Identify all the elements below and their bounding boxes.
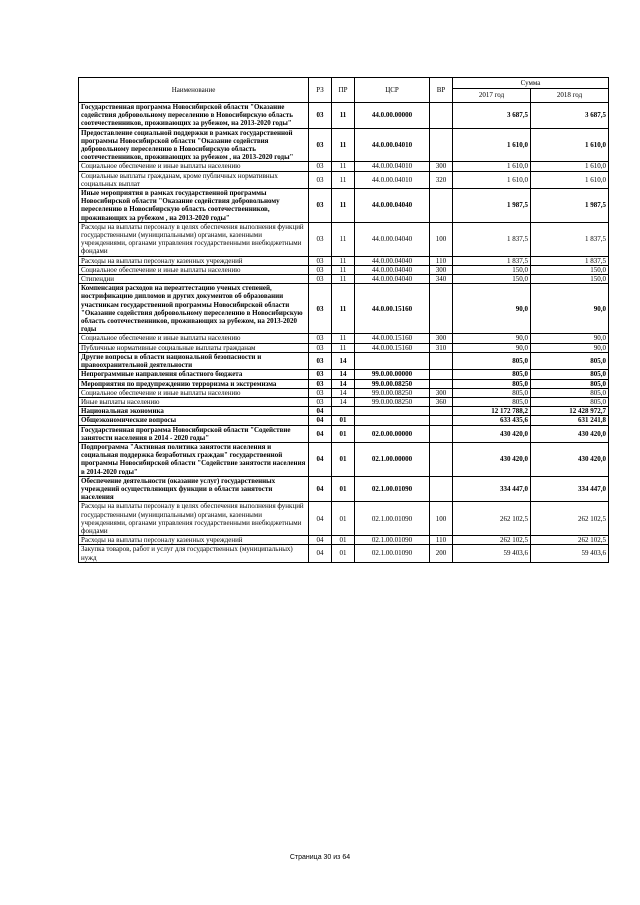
- table-row: [79, 343, 609, 352]
- cell-rz: 03: [309, 284, 332, 334]
- cell-2018: 90,0: [531, 343, 609, 352]
- cell-pr: 01: [332, 425, 355, 442]
- cell-2018: 334 447,0: [531, 476, 609, 502]
- header-pr: ПР: [332, 78, 355, 103]
- cell-2017: 430 420,0: [453, 425, 531, 442]
- cell-csr: [355, 416, 430, 425]
- table-row: [79, 334, 609, 343]
- table-body: [79, 103, 609, 563]
- cell-csr: 02.0.00.00000: [355, 425, 430, 442]
- cell-vr: [430, 476, 453, 502]
- cell-csr: 44.0.00.04040: [355, 256, 430, 265]
- cell-2017: 805,0: [453, 379, 531, 388]
- cell-name: Другие вопросы в области национальной безопасности и правоохранительной деятельности: [79, 352, 309, 369]
- cell-vr: [430, 352, 453, 369]
- cell-pr: 01: [332, 476, 355, 502]
- cell-pr: 01: [332, 502, 355, 536]
- cell-csr: 44.0.00.04010: [355, 128, 430, 162]
- cell-vr: [430, 284, 453, 334]
- cell-pr: 11: [332, 162, 355, 171]
- cell-name: Компенсация расходов на переаттестацию ученых степеней, нострификацию дипломов и других документов об образовании участникам государственной программы Новосибирской области "Оказание содействия добровольному переселению в Новосибирскую область соотечественников, проживающих за рубежом, на 2013-2020 годы: [79, 284, 309, 334]
- cell-csr: 44.0.00.15160: [355, 334, 430, 343]
- cell-csr: 02.1.00.01090: [355, 502, 430, 536]
- cell-csr: 99.0.00.08250: [355, 379, 430, 388]
- cell-pr: 14: [332, 397, 355, 406]
- cell-2018: 430 420,0: [531, 442, 609, 476]
- cell-rz: 04: [309, 442, 332, 476]
- cell-pr: 14: [332, 352, 355, 369]
- cell-name: Социальное обеспечение и иные выплаты населению: [79, 388, 309, 397]
- cell-2018: 262 102,5: [531, 502, 609, 536]
- cell-csr: 99.0.00.08250: [355, 388, 430, 397]
- table-row: [79, 397, 609, 406]
- cell-2018: 1 610,0: [531, 171, 609, 188]
- cell-vr: [430, 416, 453, 425]
- cell-rz: 03: [309, 189, 332, 223]
- cell-name: Государственная программа Новосибирской области "Содействие занятости населения в 2014 - 2020 годы": [79, 425, 309, 442]
- cell-pr: 11: [332, 222, 355, 256]
- cell-vr: 100: [430, 502, 453, 536]
- header-rz: РЗ: [309, 78, 332, 103]
- cell-pr: 11: [332, 171, 355, 188]
- cell-rz: 04: [309, 536, 332, 545]
- cell-vr: [430, 370, 453, 379]
- cell-name: Национальная экономика: [79, 407, 309, 416]
- cell-2017: 262 102,5: [453, 536, 531, 545]
- cell-csr: 02.1.00.00000: [355, 442, 430, 476]
- cell-2017: 90,0: [453, 284, 531, 334]
- cell-name: Социальные выплаты гражданам, кроме публичных нормативных социальных выплат: [79, 171, 309, 188]
- cell-vr: [430, 379, 453, 388]
- cell-pr: 14: [332, 370, 355, 379]
- table-row: [79, 222, 609, 256]
- cell-csr: 44.0.00.04040: [355, 222, 430, 256]
- cell-rz: 04: [309, 407, 332, 416]
- cell-vr: 200: [430, 545, 453, 562]
- cell-name: Государственная программа Новосибирской области "Оказание содействия добровольному переселению в Новосибирскую область соотечественников, проживающих за рубежом, на 2013-2020 годы": [79, 103, 309, 129]
- cell-2018: 805,0: [531, 352, 609, 369]
- header-csr: ЦСР: [355, 78, 430, 103]
- table-row: [79, 370, 609, 379]
- cell-rz: 03: [309, 379, 332, 388]
- cell-2017: 1 837,5: [453, 222, 531, 256]
- table-row: [79, 256, 609, 265]
- cell-pr: 11: [332, 189, 355, 223]
- cell-2017: 633 435,6: [453, 416, 531, 425]
- cell-vr: 110: [430, 536, 453, 545]
- table-row: [79, 407, 609, 416]
- cell-2018: 430 420,0: [531, 425, 609, 442]
- cell-csr: 44.0.00.04040: [355, 275, 430, 284]
- table-row: [79, 442, 609, 476]
- cell-rz: 03: [309, 334, 332, 343]
- cell-pr: 14: [332, 388, 355, 397]
- table-row: [79, 536, 609, 545]
- cell-name: Социальное обеспечение и иные выплаты населению: [79, 334, 309, 343]
- cell-csr: 44.0.00.04040: [355, 189, 430, 223]
- cell-2017: 334 447,0: [453, 476, 531, 502]
- cell-name: Публичные нормативные социальные выплаты гражданам: [79, 343, 309, 352]
- table-row: [79, 425, 609, 442]
- table-row: [79, 352, 609, 369]
- table-row: [79, 388, 609, 397]
- cell-csr: 44.0.00.15160: [355, 284, 430, 334]
- table-row: [79, 275, 609, 284]
- cell-vr: [430, 407, 453, 416]
- cell-rz: 03: [309, 162, 332, 171]
- cell-vr: 300: [430, 388, 453, 397]
- cell-name: Общеэкономические вопросы: [79, 416, 309, 425]
- table-row: [79, 162, 609, 171]
- cell-pr: 11: [332, 284, 355, 334]
- cell-rz: 03: [309, 222, 332, 256]
- cell-vr: [430, 442, 453, 476]
- cell-rz: 03: [309, 343, 332, 352]
- header-year-2017: 2017 год: [453, 89, 531, 103]
- cell-pr: 11: [332, 265, 355, 274]
- cell-vr: 300: [430, 162, 453, 171]
- cell-rz: 03: [309, 370, 332, 379]
- cell-csr: 44.0.00.04040: [355, 265, 430, 274]
- cell-2017: 150,0: [453, 265, 531, 274]
- cell-name: Иные выплаты населению: [79, 397, 309, 406]
- cell-vr: 340: [430, 275, 453, 284]
- cell-2018: 1 610,0: [531, 128, 609, 162]
- cell-vr: [430, 128, 453, 162]
- cell-vr: 320: [430, 171, 453, 188]
- cell-2017: 1 610,0: [453, 128, 531, 162]
- page-number: Страница 30 из 64: [289, 854, 351, 861]
- cell-name: Расходы на выплаты персоналу в целях обеспечения выполнения функций государственными (муниципальными) органами, казенными учреждениями, органами управления государственными внебюджетными фондами: [79, 502, 309, 536]
- cell-vr: [430, 103, 453, 129]
- cell-rz: 03: [309, 275, 332, 284]
- cell-2017: 430 420,0: [453, 442, 531, 476]
- cell-csr: 44.0.00.00000: [355, 103, 430, 129]
- cell-2017: 150,0: [453, 275, 531, 284]
- cell-rz: 03: [309, 388, 332, 397]
- table-row: [79, 502, 609, 536]
- table-row: [79, 284, 609, 334]
- cell-2017: 59 403,6: [453, 545, 531, 562]
- cell-vr: [430, 189, 453, 223]
- cell-2017: 12 172 788,2: [453, 407, 531, 416]
- table-row: [79, 379, 609, 388]
- cell-2018: 805,0: [531, 397, 609, 406]
- cell-vr: 300: [430, 334, 453, 343]
- cell-2018: 1 837,5: [531, 222, 609, 256]
- cell-2018: 805,0: [531, 370, 609, 379]
- cell-pr: 11: [332, 103, 355, 129]
- cell-2018: 1 837,5: [531, 256, 609, 265]
- cell-2018: 1 987,5: [531, 189, 609, 223]
- cell-pr: 01: [332, 442, 355, 476]
- cell-vr: 100: [430, 222, 453, 256]
- cell-rz: 04: [309, 476, 332, 502]
- budget-table: [78, 77, 609, 563]
- cell-pr: 11: [332, 343, 355, 352]
- cell-csr: 44.0.00.15160: [355, 343, 430, 352]
- cell-csr: 02.1.00.01090: [355, 536, 430, 545]
- cell-rz: 04: [309, 425, 332, 442]
- cell-name: Иные мероприятия в рамках государственной программы Новосибирской области "Оказание содействия добровольному переселению в Новосибирскую область соотечественников, проживающих за рубежом , на 2013-2020 годы": [79, 189, 309, 223]
- table-row: [79, 171, 609, 188]
- cell-name: Социальное обеспечение и иные выплаты населению: [79, 265, 309, 274]
- cell-2018: 150,0: [531, 275, 609, 284]
- cell-2017: 90,0: [453, 334, 531, 343]
- cell-pr: 01: [332, 416, 355, 425]
- table-row: [79, 103, 609, 129]
- table-row: [79, 416, 609, 425]
- cell-rz: 03: [309, 265, 332, 274]
- table-row: [79, 265, 609, 274]
- cell-2018: 90,0: [531, 284, 609, 334]
- cell-2017: 3 687,5: [453, 103, 531, 129]
- cell-2018: 3 687,5: [531, 103, 609, 129]
- cell-rz: 03: [309, 256, 332, 265]
- cell-name: Расходы на выплаты персоналу казенных учреждений: [79, 536, 309, 545]
- cell-name: Обеспечение деятельности (оказание услуг) государственных учреждений осуществляющих функции в области занятости населения: [79, 476, 309, 502]
- cell-2017: 1 610,0: [453, 171, 531, 188]
- cell-name: Мероприятия по предупреждению терроризма и экстремизма: [79, 379, 309, 388]
- cell-csr: [355, 407, 430, 416]
- cell-pr: 01: [332, 545, 355, 562]
- header-year-2018: 2018 год: [531, 89, 609, 103]
- cell-2017: 805,0: [453, 370, 531, 379]
- cell-2017: 1 610,0: [453, 162, 531, 171]
- cell-2018: 1 610,0: [531, 162, 609, 171]
- cell-pr: 11: [332, 334, 355, 343]
- cell-2017: 805,0: [453, 388, 531, 397]
- cell-2017: 1 837,5: [453, 256, 531, 265]
- cell-rz: 04: [309, 545, 332, 562]
- cell-csr: 99.0.00.08250: [355, 397, 430, 406]
- cell-csr: 02.1.00.01090: [355, 545, 430, 562]
- cell-2017: 90,0: [453, 343, 531, 352]
- header-name: Наименование: [79, 78, 309, 103]
- cell-rz: 03: [309, 171, 332, 188]
- cell-2018: 150,0: [531, 265, 609, 274]
- cell-vr: 360: [430, 397, 453, 406]
- table-row: [79, 476, 609, 502]
- cell-rz: 03: [309, 352, 332, 369]
- table-row: [79, 128, 609, 162]
- cell-rz: 03: [309, 128, 332, 162]
- cell-name: Предоставление социальной поддержки в рамках государственной программы Новосибирской области "Оказание содействия добровольному переселению в Новосибирскую область соотечественников, проживающих за рубежом , на 2013-2020 годы": [79, 128, 309, 162]
- cell-2017: 805,0: [453, 397, 531, 406]
- cell-2018: 631 241,8: [531, 416, 609, 425]
- cell-name: Стипендии: [79, 275, 309, 284]
- cell-pr: 11: [332, 128, 355, 162]
- cell-rz: 04: [309, 502, 332, 536]
- cell-2018: 59 403,6: [531, 545, 609, 562]
- cell-pr: [332, 407, 355, 416]
- cell-name: Закупка товаров, работ и услуг для государственных (муниципальных) нужд: [79, 545, 309, 562]
- cell-rz: 03: [309, 103, 332, 129]
- cell-pr: 11: [332, 275, 355, 284]
- cell-2018: 262 102,5: [531, 536, 609, 545]
- cell-2018: 805,0: [531, 388, 609, 397]
- cell-vr: 300: [430, 265, 453, 274]
- header-sum: Сумма: [453, 78, 609, 89]
- cell-name: Социальное обеспечение и иные выплаты населению: [79, 162, 309, 171]
- cell-csr: 99.0.00.00000: [355, 370, 430, 379]
- cell-vr: 310: [430, 343, 453, 352]
- cell-pr: 11: [332, 256, 355, 265]
- cell-rz: 04: [309, 416, 332, 425]
- cell-name: Подпрограмма "Активная политика занятости населения и социальная поддержка безработных граждан" государственной программы Новосибирской области "Содействие занятости населения в 2014-2020 годы": [79, 442, 309, 476]
- cell-name: Расходы на выплаты персоналу казенных учреждений: [79, 256, 309, 265]
- cell-name: Непрограммные направления областного бюджета: [79, 370, 309, 379]
- cell-pr: 14: [332, 379, 355, 388]
- cell-2018: 90,0: [531, 334, 609, 343]
- cell-name: Расходы на выплаты персоналу в целях обеспечения выполнения функций государственными (муниципальными) органами, казенными учреждениями, органами управления государственными внебюджетными фондами: [79, 222, 309, 256]
- cell-pr: 01: [332, 536, 355, 545]
- cell-2018: 805,0: [531, 379, 609, 388]
- table-row: [79, 545, 609, 562]
- header-vr: ВР: [430, 78, 453, 103]
- cell-csr: 44.0.00.04010: [355, 171, 430, 188]
- cell-csr: 02.1.00.01090: [355, 476, 430, 502]
- cell-2017: 1 987,5: [453, 189, 531, 223]
- cell-rz: 03: [309, 397, 332, 406]
- cell-2017: 805,0: [453, 352, 531, 369]
- cell-csr: 44.0.00.04010: [355, 162, 430, 171]
- cell-2017: 262 102,5: [453, 502, 531, 536]
- cell-vr: 110: [430, 256, 453, 265]
- cell-csr: [355, 352, 430, 369]
- cell-2018: 12 428 972,7: [531, 407, 609, 416]
- table-row: [79, 189, 609, 223]
- cell-vr: [430, 425, 453, 442]
